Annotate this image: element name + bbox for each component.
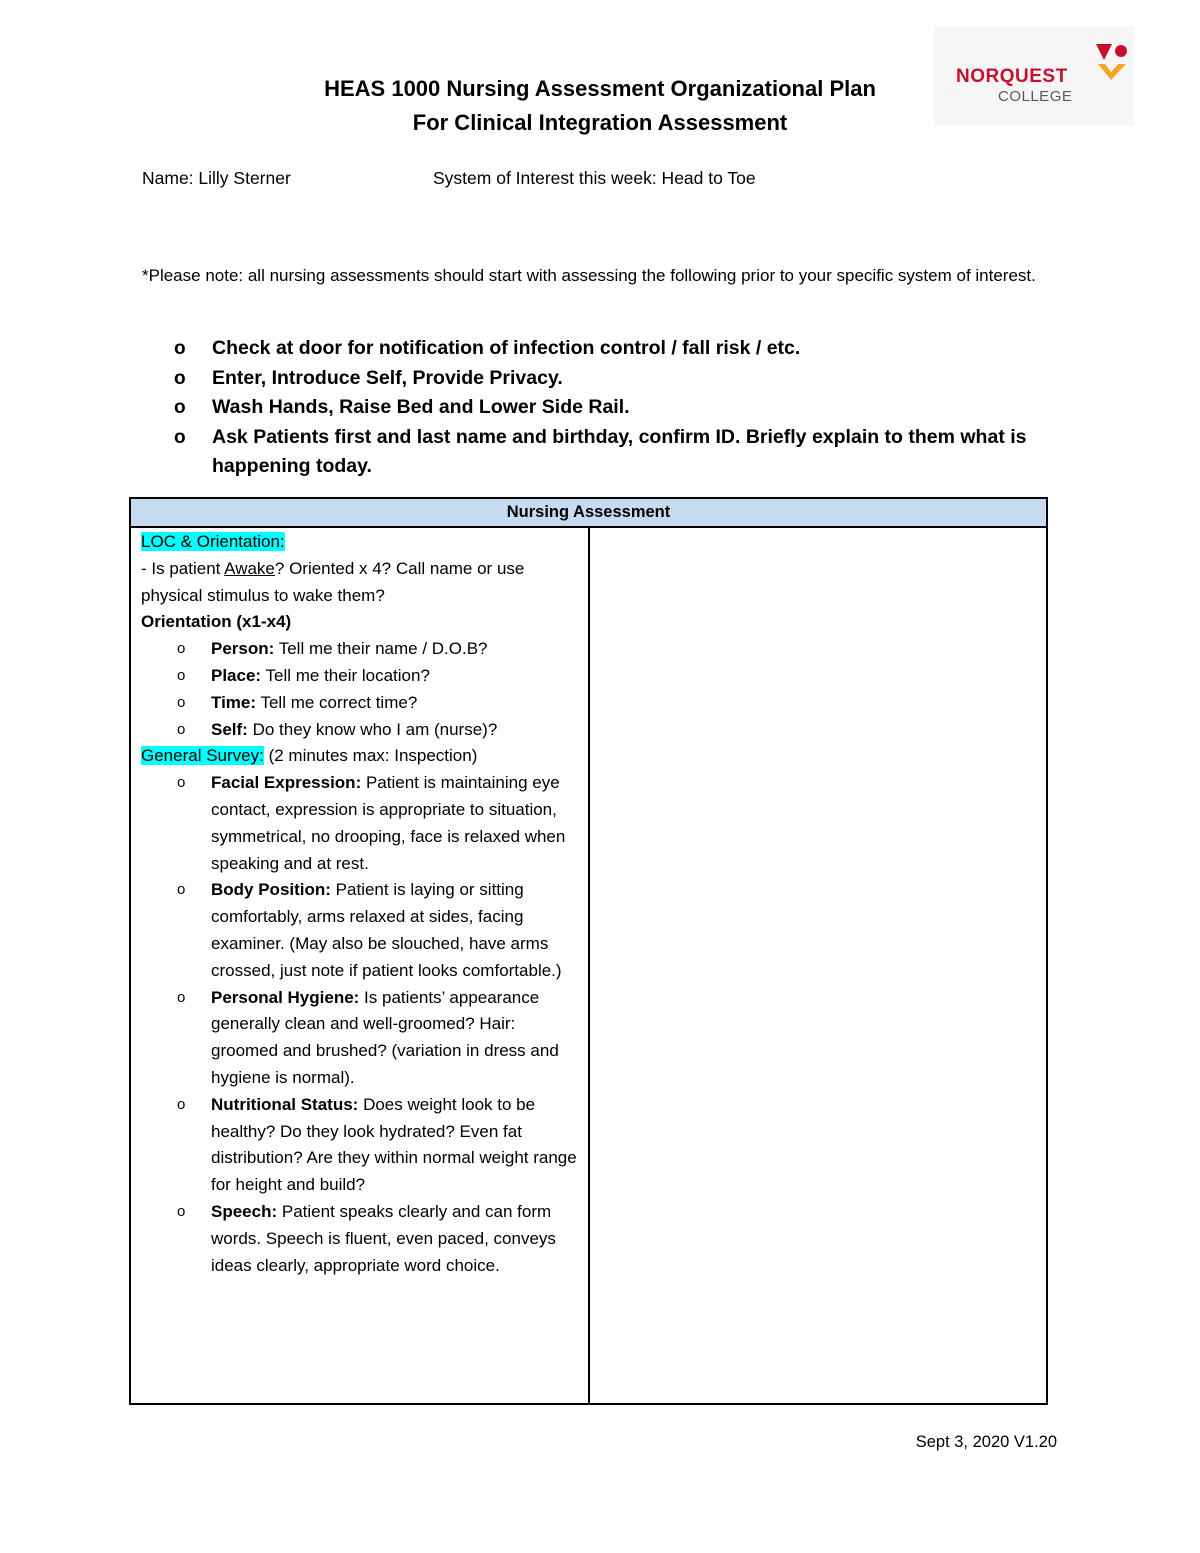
- list-item: o Time: Tell me correct time?: [141, 690, 581, 717]
- bullet-icon: o: [177, 881, 186, 899]
- bullet-icon: o: [177, 774, 186, 792]
- bullet-icon: o: [174, 367, 186, 389]
- bullet-icon: o: [177, 988, 186, 1006]
- list-item: o Body Position: Patient is laying or sitting comfortably, arms relaxed at sides, facing examiner. (May also be slouched, have arms crossed, just note if patient looks comfortable.): [141, 877, 581, 984]
- bullet-icon: o: [177, 1202, 186, 1220]
- notes-cell[interactable]: [592, 528, 1046, 1403]
- pre-assessment-checklist: [142, 334, 1072, 482]
- logo-text-college: COLLEGE: [998, 88, 1073, 105]
- list-item: o Person: Tell me their name / D.O.B?: [141, 636, 581, 663]
- list-item: o Self: Do they know who I am (nurse)?: [141, 717, 581, 744]
- list-item: o Personal Hygiene: Is patients’ appearance generally clean and well-groomed? Hair: groomed and brushed? (variation in dress and hygiene is normal).: [141, 985, 581, 1092]
- checklist-item: o Check at door for notification of infection control / fall risk / etc.: [142, 334, 1072, 364]
- bullet-icon: o: [177, 666, 186, 684]
- orientation-list: [141, 636, 581, 743]
- list-item: o Speech: Patient speaks clearly and can form words. Speech is fluent, even paced, conveys ideas clearly, appropriate word choice.: [141, 1199, 581, 1279]
- list-item: o Nutritional Status: Does weight look to be healthy? Do they look hydrated? Even fat distribution? Are they within normal weight range for height and build?: [141, 1092, 581, 1199]
- document-subtitle: For Clinical Integration Assessment: [412, 110, 788, 135]
- logo-text-norquest: NORQUEST: [956, 66, 1068, 87]
- version-footer: Sept 3, 2020 V1.20: [915, 1433, 1057, 1451]
- column-divider: [588, 528, 590, 1403]
- nursing-assessment-table: [129, 497, 1048, 1405]
- orientation-heading: Orientation (x1-x4): [141, 612, 292, 632]
- bullet-icon: o: [177, 640, 186, 658]
- assessment-guide-cell: [141, 529, 581, 1279]
- loc-heading: LOC & Orientation:: [141, 532, 285, 551]
- loc-description: - Is patient Awake? Oriented x 4? Call name or use physical stimulus to wake them?: [141, 558, 525, 605]
- bullet-icon: o: [174, 426, 186, 448]
- system-of-interest: System of Interest this week: Head to Toe: [433, 168, 756, 188]
- bullet-icon: o: [177, 693, 186, 711]
- checklist-item: o Ask Patients first and last name and birthday, confirm ID. Briefly explain to them what is happening today.: [142, 423, 1072, 482]
- bullet-icon: o: [174, 338, 186, 359]
- list-item: o Place: Tell me their location?: [141, 663, 581, 690]
- checklist-item: o Wash Hands, Raise Bed and Lower Side Rail.: [142, 393, 1072, 423]
- general-survey-list: [141, 770, 581, 1279]
- bullet-icon: o: [177, 720, 186, 738]
- student-name: Name: Lilly Sterner: [142, 168, 291, 188]
- bullet-icon: o: [174, 397, 186, 418]
- instruction-note: *Please note: all nursing assessments should start with assessing the following prior to your specific system of interest.: [142, 266, 1036, 285]
- list-item: o Facial Expression: Patient is maintaining eye contact, expression is appropriate to situation, symmetrical, no drooping, face is relaxed when speaking and at rest.: [141, 770, 581, 877]
- checklist-item: o Enter, Introduce Self, Provide Privacy.: [142, 364, 1072, 394]
- general-survey-heading: General Survey: (2 minutes max: Inspection): [141, 746, 478, 766]
- table-header: Nursing Assessment: [131, 499, 1046, 528]
- document-title: HEAS 1000 Nursing Assessment Organizational Plan: [324, 76, 876, 101]
- bullet-icon: o: [177, 1095, 186, 1113]
